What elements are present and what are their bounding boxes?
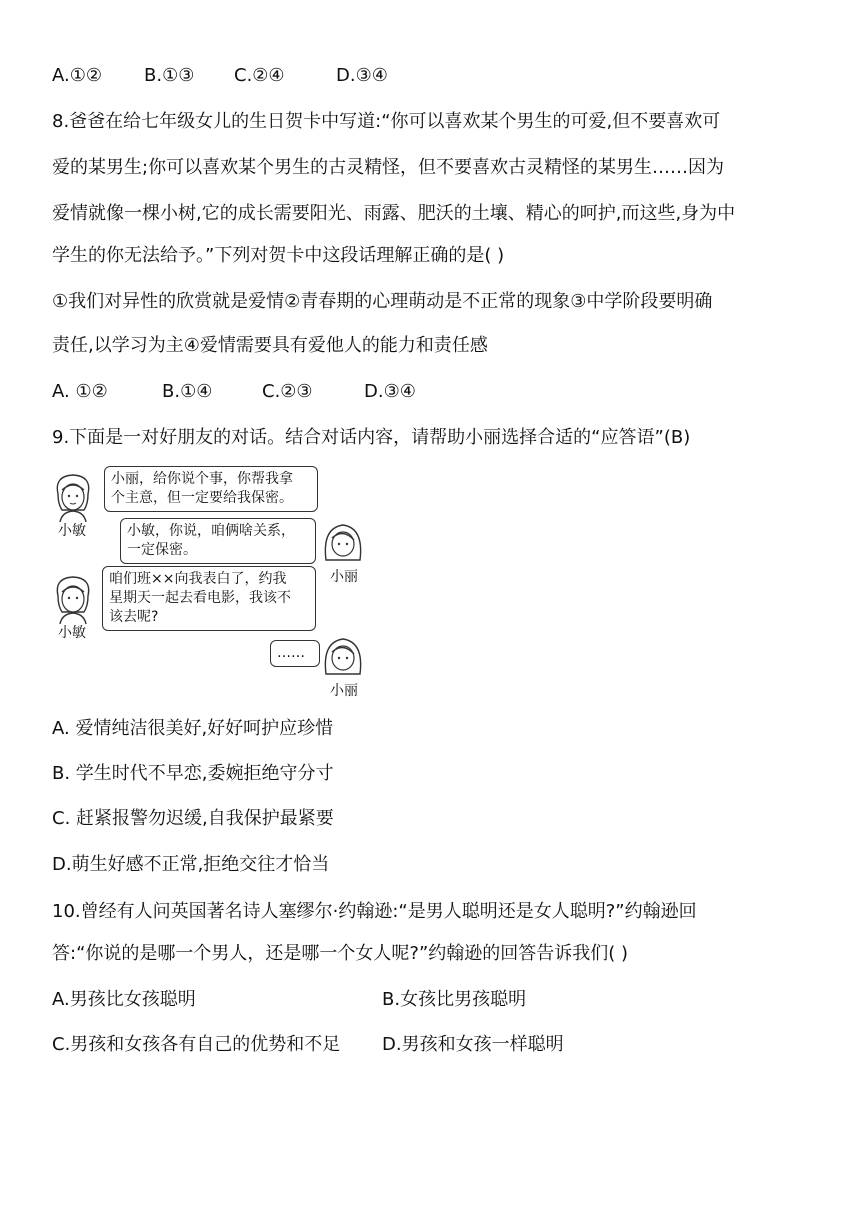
q9-option-a: A. 爱情纯洁很美好,好好呵护应珍惜	[52, 718, 334, 739]
q8-options	[52, 379, 416, 405]
q8-stem-line-4: 学生的你无法给予。”下列对贺卡中这段话理解正确的是( )	[52, 245, 505, 266]
q10-option-a: A.男孩比女孩聪明	[52, 989, 196, 1010]
q8-stem-line-3: 爱情就像一棵小树,它的成长需要阳光、雨露、肥沃的土壤、精心的呵护,而这些,身为中	[52, 203, 736, 224]
q9-option-c: C. 赶紧报警勿迟缓,自我保护最紧要	[52, 808, 334, 829]
xiaoli-figure-2	[320, 634, 366, 678]
q7-option-d: D.③④	[336, 65, 388, 86]
speech-bubble-3: 咱们班××向我表白了，约我 星期天一起去看电影，我该不 该去呢?	[102, 566, 316, 631]
xiaomin-figure-1	[48, 470, 98, 522]
speaker-name-xiaoli-1: 小丽	[330, 569, 358, 585]
q7-option-c: C.②④	[234, 65, 285, 86]
q8-option-a: A. ①②	[52, 381, 108, 402]
q9-option-b: B. 学生时代不早恋,委婉拒绝守分寸	[52, 763, 334, 784]
dialogue-illustration	[48, 462, 368, 702]
q8-statements-line-2: 责任,以学习为主④爱情需要具有爱他人的能力和责任感	[52, 335, 488, 356]
q7-options	[52, 63, 388, 89]
q8-stem-line-1: 8.爸爸在给七年级女儿的生日贺卡中写道:“你可以喜欢某个男生的可爱,但不要喜欢可	[52, 111, 721, 132]
q7-option-b: B.①③	[144, 65, 195, 86]
xiaomin-figure-2	[48, 572, 98, 624]
q9-stem: 9.下面是一对好朋友的对话。结合对话内容，请帮助小丽选择合适的“应答语”(B)	[52, 427, 691, 448]
speech-bubble-2: 小敏，你说，咱俩啥关系， 一定保密。	[120, 518, 316, 564]
q10-option-d: D.男孩和女孩一样聪明	[382, 1034, 564, 1055]
q10-stem-line-2: 答:“你说的是哪一个男人，还是哪一个女人呢?”约翰逊的回答告诉我们( )	[52, 943, 629, 964]
speaker-name-xiaomin-1: 小敏	[58, 523, 86, 539]
q8-option-b: B.①④	[162, 381, 213, 402]
q7-option-a: A.①②	[52, 65, 102, 86]
speaker-name-xiaoli-2: 小丽	[330, 683, 358, 699]
speech-bubble-4: ……	[270, 640, 320, 667]
q8-option-d: D.③④	[364, 381, 416, 402]
q9-option-d: D.萌生好感不正常,拒绝交往才恰当	[52, 854, 330, 875]
q10-option-c: C.男孩和女孩各有自己的优势和不足	[52, 1034, 341, 1055]
speaker-name-xiaomin-2: 小敏	[58, 625, 86, 641]
speech-bubble-1: 小丽，给你说个事，你帮我拿 个主意，但一定要给我保密。	[104, 466, 318, 512]
q8-stem-line-2: 爱的某男生;你可以喜欢某个男生的古灵精怪，但不要喜欢古灵精怪的某男生……因为	[52, 157, 725, 178]
q8-option-c: C.②③	[262, 381, 313, 402]
q8-statements-line-1: ①我们对异性的欣赏就是爱情②青春期的心理萌动是不正常的现象③中学阶段要明确	[52, 291, 713, 312]
q10-stem-line-1: 10.曾经有人问英国著名诗人塞缪尔·约翰逊:“是男人聪明还是女人聪明?”约翰逊回	[52, 901, 697, 922]
q10-option-b: B.女孩比男孩聪明	[382, 989, 527, 1010]
xiaoli-figure-1	[320, 520, 366, 564]
